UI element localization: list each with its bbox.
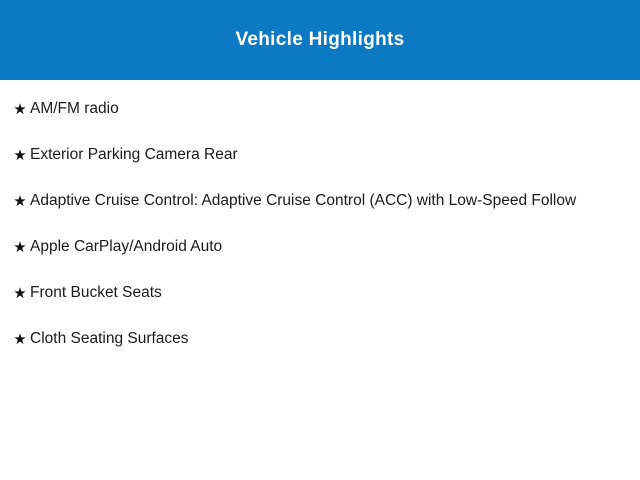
star-bullet-icon: ★	[13, 147, 27, 164]
list-item	[0, 236, 640, 259]
highlight-text: Front Bucket Seats	[30, 284, 162, 301]
highlight-text: Cloth Seating Surfaces	[30, 330, 189, 347]
highlight-text: Apple CarPlay/Android Auto	[30, 238, 223, 255]
highlight-text: AM/FM radio	[30, 100, 119, 117]
highlight-text: Adaptive Cruise Control: Adaptive Cruise Control (ACC) with Low-Speed Follow	[30, 192, 577, 209]
star-bullet-icon: ★	[13, 331, 27, 348]
vehicle-highlights-list	[0, 80, 640, 351]
list-item	[0, 282, 640, 305]
highlight-text: Exterior Parking Camera Rear	[30, 146, 238, 163]
star-bullet-icon: ★	[13, 101, 27, 118]
page-title: Vehicle Highlights	[235, 29, 405, 50]
star-bullet-icon: ★	[13, 285, 27, 302]
list-item	[0, 144, 640, 167]
star-bullet-icon: ★	[13, 239, 27, 256]
star-bullet-icon: ★	[13, 193, 27, 210]
list-item	[0, 190, 640, 213]
list-item	[0, 98, 640, 121]
page-header	[0, 0, 640, 80]
list-item	[0, 328, 640, 351]
